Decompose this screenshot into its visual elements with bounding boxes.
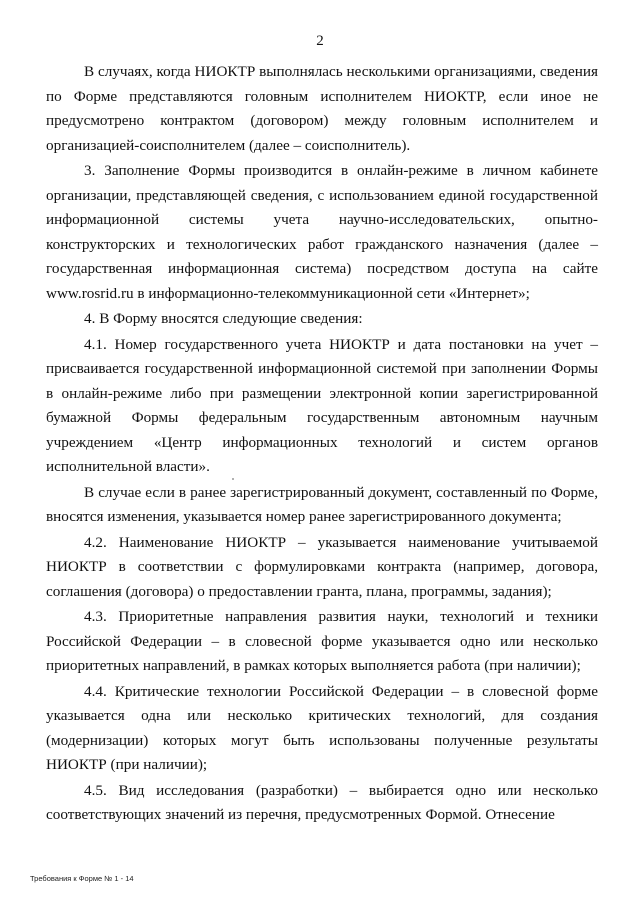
paragraph-coexecutors: В случаях, когда НИОКТР выполнялась несколькими организациями, сведения по Форме представляются головным исполнителем НИОКТР, если иное не предусмотрено контрактом (договором) между головным исполнителем и организацией-соисполнителем (далее – соисполнитель). <box>46 63 598 154</box>
paragraph-4-2-title: 4.2. Наименование НИОКТР – указывается наименование учитываемой НИОКТР в соответствии с формулировками контракта (например, договора, соглашения (договора) о предоставлении гранта, плана, программы, задания); <box>46 533 598 600</box>
page-footer: Требования к Форме № 1 - 14 <box>30 874 134 883</box>
scan-speck <box>232 478 234 480</box>
page-number: 2 <box>316 33 324 49</box>
document-body <box>46 60 598 829</box>
paragraph-4-intro: 4. В Форму вносятся следующие сведения: <box>84 310 363 327</box>
paragraph-4-3-priority-directions: 4.3. Приоритетные направления развития науки, технологий и техники Российской Федерации – в словесной форме указывается одно или несколько приоритетных направлений, в рамках которых выполняется работа (при наличии); <box>46 608 598 674</box>
paragraph-4-1-changes: В случае если в ранее зарегистрированный документ, составленный по Форме, вносятся изменения, указывается номер ранее зарегистрированного документа; <box>46 483 598 525</box>
paragraph-4-1-registration-number: 4.1. Номер государственного учета НИОКТР и дата постановки на учет – присваивается государственной информационной системой при заполнении Формы в онлайн-режиме либо при размещении электронной копии зарегистрированной бумажной Формы федеральным государственным автономным научным учреждением «Центр информационных технологий и систем органов исполнительной власти». <box>46 335 598 475</box>
paragraph-3-online-filling: 3. Заполнение Формы производится в онлайн-режиме в личном кабинете организации, представляющей сведения, с использованием единой государственной информационной системы учета научно-исследовательских, опытно-конструкторских и технологических работ гражданского назначения (далее – государственная информационная система) посредством доступа на сайте www.rosrid.ru в информационно-телекоммуникационной сети «Интернет»; <box>46 162 598 302</box>
paragraph-4-4-critical-technologies: 4.4. Критические технологии Российской Федерации – в словесной форме указывается одна или несколько критических технологий, для создания (модернизации) которых могут быть использованы полученные результаты НИОКТР (при наличии); <box>46 682 598 773</box>
paragraph-4-5-research-type: 4.5. Вид исследования (разработки) – выбирается одно или несколько соответствующих значений из перечня, предусмотренных Формой. Отнесение <box>46 781 598 823</box>
